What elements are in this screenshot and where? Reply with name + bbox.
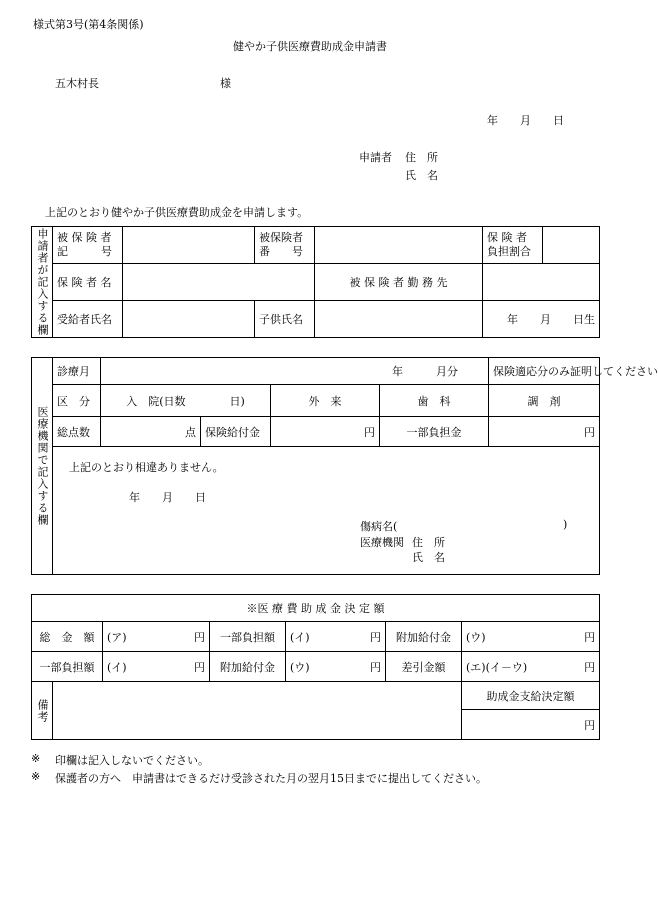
outpatient-label: 外 来	[271, 385, 380, 417]
workplace-field[interactable]	[483, 264, 600, 301]
footer-note-1: 印欄は記入しないでください。	[55, 754, 209, 767]
total-amount-field[interactable]: (ア) 円	[103, 622, 210, 652]
insured-symbol-label: 被 保 険 者 記 号	[53, 227, 123, 264]
total-points-field[interactable]: 点	[101, 417, 201, 447]
applicant-section	[31, 226, 600, 338]
partial-amount-label: 一部負担額	[210, 622, 286, 652]
insured-number-field[interactable]	[315, 227, 483, 264]
insured-symbol-field[interactable]	[123, 227, 255, 264]
inpatient-label: 入 院(日数 日)	[101, 385, 271, 417]
footer-note-2: 保護者の方へ 申請書はできるだけ受診された月の翌月15日までに提出してください。	[55, 772, 487, 785]
intro-text: 上記のとおり健やか子供医療費助成金を申請します。	[45, 206, 309, 219]
medical-section	[31, 357, 658, 575]
certification-area[interactable]	[53, 447, 600, 575]
deduction-label: 差引金額	[386, 652, 462, 682]
partial-burden-label: 一部負担金	[380, 417, 489, 447]
deduction-field[interactable]: (エ)(イ－ウ) 円	[462, 652, 600, 682]
remarks-field[interactable]	[53, 682, 462, 740]
dental-label: 歯 科	[380, 385, 489, 417]
partial-amount-label-2: 一部負担額	[32, 652, 103, 682]
additional-benefit-label: 附加給付金	[386, 622, 462, 652]
burden-ratio-field[interactable]	[543, 227, 600, 264]
submission-date: 年 月 日	[487, 114, 564, 127]
additional-benefit-field-2[interactable]: (ウ) 円	[286, 652, 386, 682]
applicant-address-label: 住 所	[405, 151, 438, 164]
decided-amount-field[interactable]: 円	[462, 710, 600, 740]
applicant-label: 申請者	[359, 151, 392, 164]
institution-address-label: 住 所	[412, 536, 445, 549]
partial-burden-field[interactable]: 円	[489, 417, 600, 447]
applicant-side-label: 申請者が記入する欄	[32, 227, 53, 338]
honorific: 様	[220, 77, 231, 90]
treatment-month-label: 診療月	[53, 358, 101, 385]
form-number: 様式第3号(第4条関係)	[33, 18, 144, 31]
certify-date: 年 月 日	[129, 491, 206, 504]
child-name-field[interactable]	[315, 301, 483, 338]
child-name-label: 子供氏名	[255, 301, 315, 338]
insurance-note: 保険適応分のみ証明してください	[489, 358, 600, 385]
footer-mark-1: ※	[31, 752, 41, 765]
workplace-label: 被 保 険 者 勤 務 先	[315, 264, 483, 301]
addressee: 五木村長	[55, 77, 99, 90]
insurer-name-label: 保 険 者 名	[53, 264, 123, 301]
institution-name-label: 氏 名	[412, 551, 445, 564]
insurance-benefit-field[interactable]: 円	[271, 417, 380, 447]
remarks-label: 備考	[32, 682, 53, 740]
insured-number-label: 被保険者 番 号	[255, 227, 315, 264]
decision-section	[31, 594, 600, 740]
recipient-name-field[interactable]	[123, 301, 255, 338]
institution-label: 医療機関	[360, 536, 404, 549]
additional-benefit-field[interactable]: (ウ) 円	[462, 622, 600, 652]
footer-mark-2: ※	[31, 770, 41, 783]
treatment-month-field[interactable]: 年 月分	[101, 358, 489, 385]
medical-side-label: 医療機関で記入する欄	[32, 358, 53, 575]
birth-date-field[interactable]: 年 月 日生	[483, 301, 600, 338]
disease-label: 傷病名(	[360, 520, 398, 533]
certify-text: 上記のとおり相違ありません。	[69, 461, 224, 474]
burden-ratio-label: 保 険 者 負担割合	[483, 227, 543, 264]
additional-benefit-label-2: 附加給付金	[210, 652, 286, 682]
total-amount-label: 総 金 額	[32, 622, 103, 652]
insurance-benefit-label: 保険給付金	[201, 417, 271, 447]
decided-amount-label: 助成金支給決定額	[462, 682, 600, 710]
recipient-name-label: 受給者氏名	[53, 301, 123, 338]
decision-title: ※医 療 費 助 成 金 決 定 額	[32, 595, 600, 622]
page-title: 健やか子供医療費助成金申請書	[233, 40, 387, 53]
disease-close: )	[563, 518, 568, 531]
partial-amount-field-2[interactable]: (イ) 円	[103, 652, 210, 682]
category-label: 区 分	[53, 385, 101, 417]
applicant-name-label: 氏 名	[405, 169, 438, 182]
pharmacy-label: 調 剤	[489, 385, 600, 417]
insurer-name-field[interactable]	[123, 264, 315, 301]
partial-amount-field[interactable]: (イ) 円	[286, 622, 386, 652]
total-points-label: 総点数	[53, 417, 101, 447]
